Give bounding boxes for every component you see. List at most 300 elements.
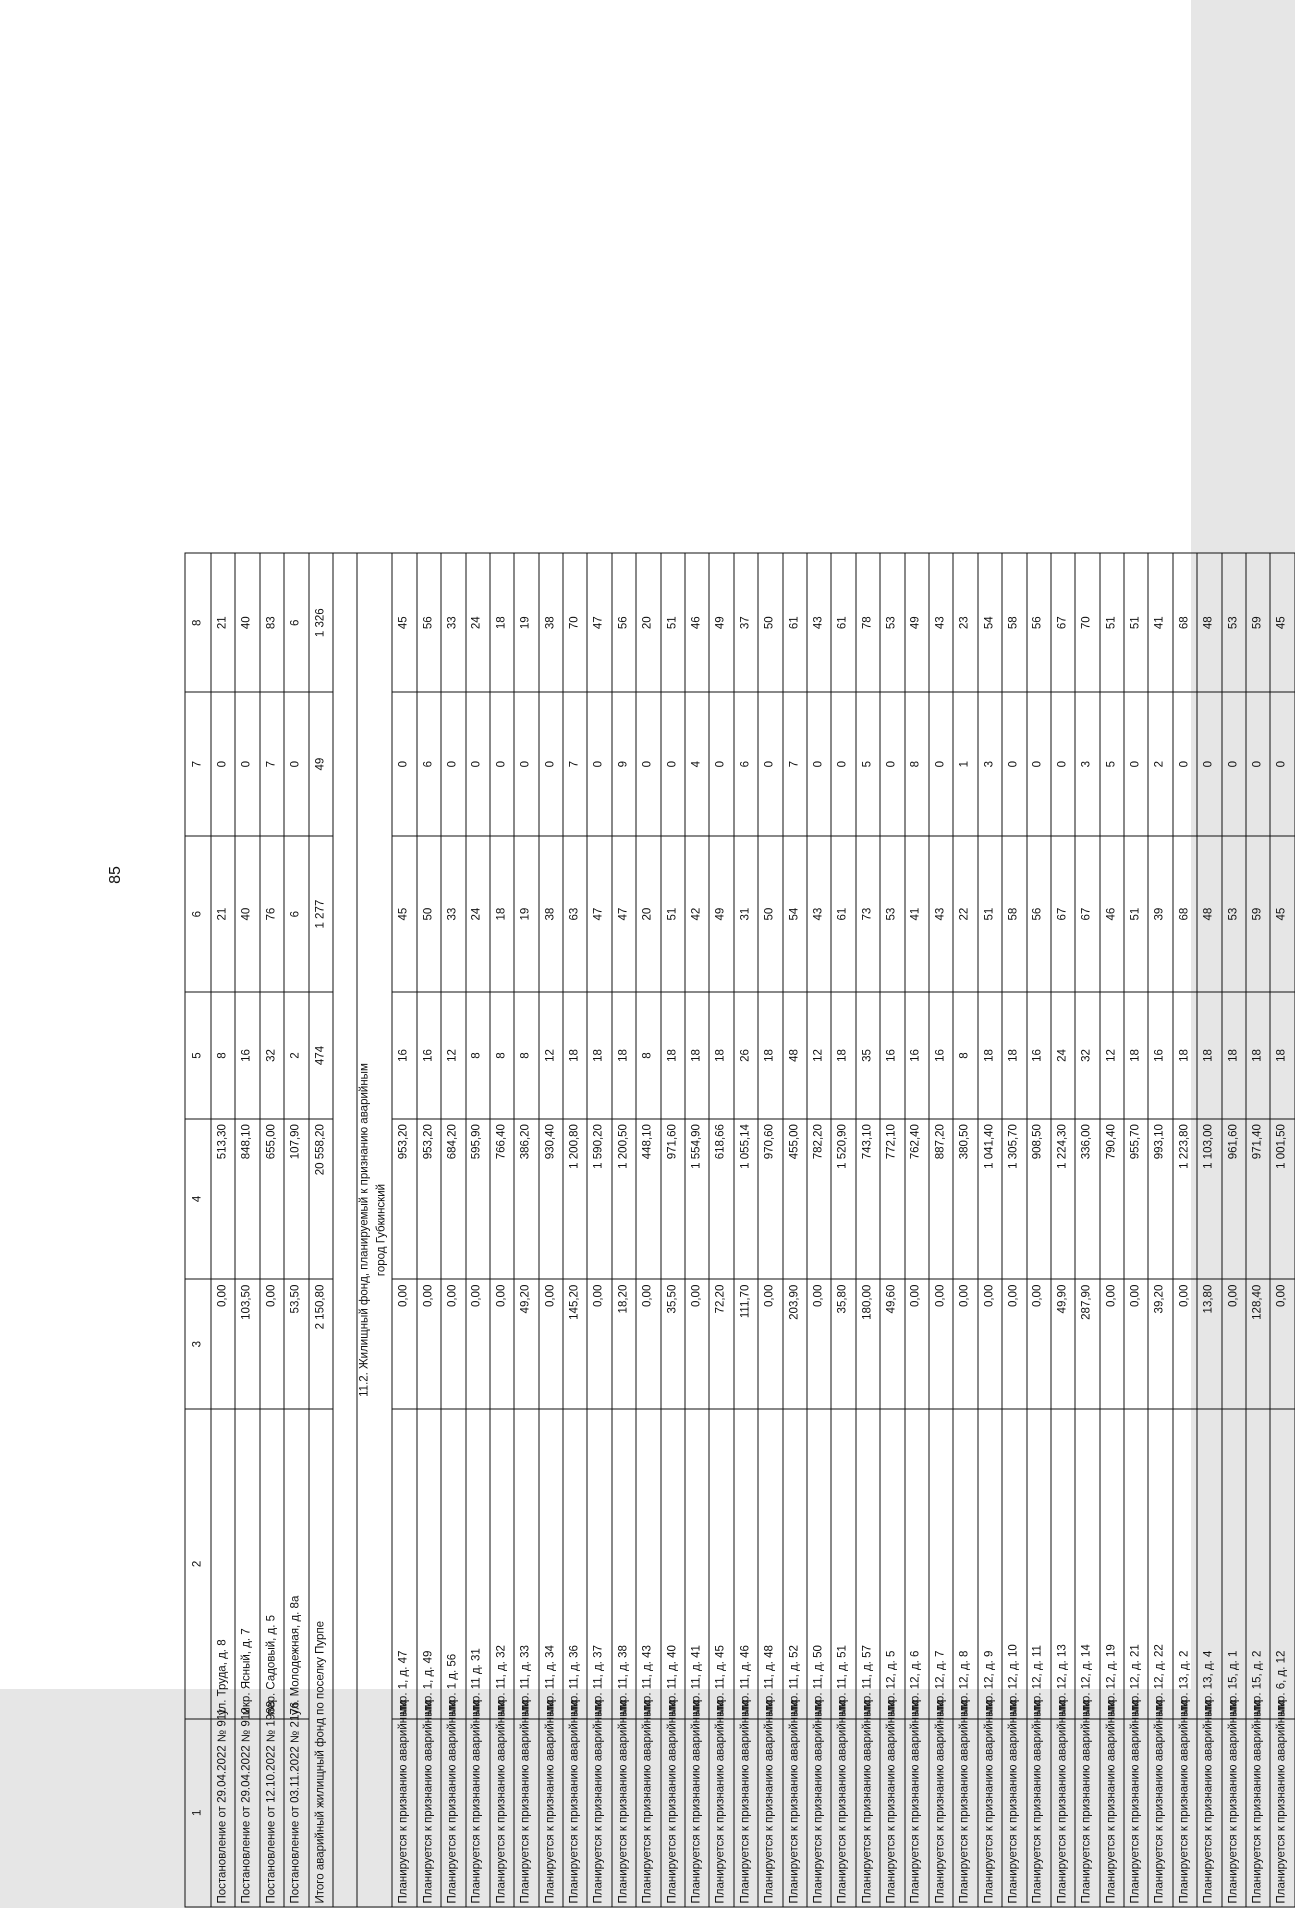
basis-cell: Планируется к признанию аварийным bbox=[928, 1719, 952, 1907]
value-cell: 8 bbox=[465, 992, 489, 1118]
value-cell: 766,40 bbox=[489, 1119, 513, 1280]
value-cell: 45 bbox=[392, 836, 416, 993]
value-cell: 35,80 bbox=[831, 1279, 855, 1409]
value-cell: 1 224,30 bbox=[1050, 1119, 1074, 1280]
value-cell: 0 bbox=[758, 692, 782, 835]
value-cell: 782,20 bbox=[806, 1119, 830, 1280]
basis-cell: Планируется к признанию аварийным bbox=[733, 1719, 757, 1907]
basis-cell: Планируется к признанию аварийным bbox=[1172, 1719, 1196, 1907]
value-cell: 0 bbox=[831, 692, 855, 835]
total-label: Итого аварийный жилищный фонд по поселку Пурпе bbox=[308, 1409, 332, 1907]
basis-cell: Постановление от 29.04.2022 № 912 bbox=[235, 1719, 259, 1907]
value-cell: 26 bbox=[733, 992, 757, 1118]
value-cell: 0 bbox=[392, 692, 416, 835]
value-cell: 70 bbox=[1075, 553, 1099, 692]
value-cell: 43 bbox=[928, 836, 952, 993]
address-cell: ул. Молодежная, д. 8а bbox=[284, 1409, 308, 1718]
value-cell: 12 bbox=[1099, 992, 1123, 1118]
value-cell: 78 bbox=[855, 553, 879, 692]
value-cell: 56 bbox=[416, 553, 440, 692]
basis-cell: Планируется к признанию аварийным bbox=[977, 1719, 1001, 1907]
address-cell: мкр. 13, д. 2 bbox=[1172, 1409, 1196, 1718]
value-cell: 59 bbox=[1246, 836, 1270, 993]
value-cell: 1 bbox=[953, 692, 977, 835]
value-cell: 743,10 bbox=[855, 1119, 879, 1280]
value-cell: 0 bbox=[1270, 692, 1294, 835]
value-cell: 18 bbox=[660, 992, 684, 1118]
value-cell: 887,20 bbox=[928, 1119, 952, 1280]
value-cell: 83 bbox=[259, 553, 283, 692]
value-cell: 0,00 bbox=[1172, 1279, 1196, 1409]
value-cell: 8 bbox=[211, 992, 235, 1118]
value-cell: 6 bbox=[284, 553, 308, 692]
value-cell: 2 bbox=[1148, 692, 1172, 835]
value-cell: 0,00 bbox=[928, 1279, 952, 1409]
value-cell: 513,30 bbox=[211, 1119, 235, 1280]
basis-cell: Постановление от 12.10.2022 № 1988 bbox=[259, 1719, 283, 1907]
address-cell: мкр. 1, д. 49 bbox=[416, 1409, 440, 1718]
value-cell: 0 bbox=[1002, 692, 1026, 835]
value-cell: 1 103,00 bbox=[1197, 1119, 1221, 1280]
value-cell: 18 bbox=[489, 553, 513, 692]
value-cell: 37 bbox=[733, 553, 757, 692]
value-cell: 67 bbox=[1050, 553, 1074, 692]
value-cell: 0,00 bbox=[416, 1279, 440, 1409]
value-cell: 56 bbox=[1026, 553, 1050, 692]
basis-cell: Планируется к признанию аварийным bbox=[1197, 1719, 1221, 1907]
value-cell: 1 041,40 bbox=[977, 1119, 1001, 1280]
header-row bbox=[185, 553, 211, 1907]
address-cell: мкр. 15, д. 1 bbox=[1221, 1409, 1245, 1718]
page-number: 85 bbox=[107, 866, 124, 884]
value-cell: 908,50 bbox=[1026, 1119, 1050, 1280]
address-cell: мкр. 11, д. 46 bbox=[733, 1409, 757, 1718]
value-cell: 0,00 bbox=[1026, 1279, 1050, 1409]
address-cell: мкр. 11, д. 50 bbox=[806, 1409, 830, 1718]
total-value: 1 277 bbox=[308, 836, 332, 993]
basis-cell: Планируется к признанию аварийным bbox=[1002, 1719, 1026, 1907]
blank-row bbox=[332, 553, 356, 1907]
value-cell: 50 bbox=[758, 836, 782, 993]
value-cell: 6 bbox=[284, 836, 308, 993]
value-cell: 49 bbox=[709, 553, 733, 692]
basis-cell: Планируется к признанию аварийным bbox=[953, 1719, 977, 1907]
address-cell: мкр. 11, д. 40 bbox=[660, 1409, 684, 1718]
total-value: 1 326 bbox=[308, 553, 332, 692]
column-header: 3 bbox=[185, 1279, 211, 1409]
value-cell: 7 bbox=[259, 692, 283, 835]
value-cell: 53 bbox=[880, 553, 904, 692]
value-cell: 0 bbox=[1246, 692, 1270, 835]
value-cell: 0 bbox=[928, 692, 952, 835]
column-header: 7 bbox=[185, 692, 211, 835]
table-row bbox=[1026, 553, 1050, 1907]
table-row bbox=[928, 553, 952, 1907]
address-cell: мкр. 11, д. 52 bbox=[782, 1409, 806, 1718]
table-row bbox=[489, 553, 513, 1907]
table-row bbox=[782, 553, 806, 1907]
value-cell: 58 bbox=[1002, 836, 1026, 993]
value-cell: 51 bbox=[1124, 553, 1148, 692]
basis-cell: Планируется к признанию аварийным bbox=[392, 1719, 416, 1907]
value-cell: 12 bbox=[441, 992, 465, 1118]
value-cell: 18 bbox=[1172, 992, 1196, 1118]
table-row bbox=[758, 553, 782, 1907]
value-cell: 684,20 bbox=[441, 1119, 465, 1280]
value-cell: 0,00 bbox=[806, 1279, 830, 1409]
value-cell: 47 bbox=[587, 553, 611, 692]
value-cell: 0,00 bbox=[259, 1279, 283, 1409]
value-cell: 5 bbox=[1099, 692, 1123, 835]
address-cell: мкр. 1 д. 56 bbox=[441, 1409, 465, 1718]
value-cell: 128,40 bbox=[1246, 1279, 1270, 1409]
table-row bbox=[685, 553, 709, 1907]
value-cell: 18 bbox=[977, 992, 1001, 1118]
value-cell: 45 bbox=[1270, 553, 1294, 692]
basis-cell: Постановление от 03.11.2022 № 2176 bbox=[284, 1719, 308, 1907]
basis-cell: Планируется к признанию аварийным bbox=[514, 1719, 538, 1907]
total-value: 49 bbox=[308, 692, 332, 835]
table-row bbox=[416, 553, 440, 1907]
address-cell: мкр. 12, д. 9 bbox=[977, 1409, 1001, 1718]
value-cell: 16 bbox=[392, 992, 416, 1118]
value-cell: 43 bbox=[806, 553, 830, 692]
value-cell: 762,40 bbox=[904, 1119, 928, 1280]
basis-cell: Планируется к признанию аварийным bbox=[1270, 1719, 1294, 1907]
value-cell: 12 bbox=[806, 992, 830, 1118]
value-cell: 0 bbox=[1026, 692, 1050, 835]
value-cell: 0 bbox=[660, 692, 684, 835]
value-cell: 0,00 bbox=[636, 1279, 660, 1409]
value-cell: 0 bbox=[1124, 692, 1148, 835]
table-row bbox=[806, 553, 830, 1907]
address-cell: мкр. 6, д. 12 bbox=[1270, 1409, 1294, 1718]
value-cell: 73 bbox=[855, 836, 879, 993]
table-row bbox=[880, 553, 904, 1907]
value-cell: 50 bbox=[758, 553, 782, 692]
value-cell: 0 bbox=[284, 692, 308, 835]
value-cell: 32 bbox=[259, 992, 283, 1118]
value-cell: 13,80 bbox=[1197, 1279, 1221, 1409]
value-cell: 48 bbox=[1197, 553, 1221, 692]
value-cell: 16 bbox=[1026, 992, 1050, 1118]
value-cell: 39,20 bbox=[1148, 1279, 1172, 1409]
value-cell: 0 bbox=[441, 692, 465, 835]
table-row bbox=[1075, 553, 1099, 1907]
table-row bbox=[709, 553, 733, 1907]
value-cell: 42 bbox=[685, 836, 709, 993]
table-row bbox=[953, 553, 977, 1907]
value-cell: 848,10 bbox=[235, 1119, 259, 1280]
address-cell: мкр. 11, д. 32 bbox=[489, 1409, 513, 1718]
basis-cell: Планируется к признанию аварийным bbox=[660, 1719, 684, 1907]
value-cell: 18 bbox=[611, 992, 635, 1118]
basis-cell: Планируется к признанию аварийным bbox=[1050, 1719, 1074, 1907]
address-cell: мкр. 12, д. 6 bbox=[904, 1409, 928, 1718]
value-cell: 46 bbox=[685, 553, 709, 692]
basis-cell: Планируется к признанию аварийным bbox=[685, 1719, 709, 1907]
value-cell: 930,40 bbox=[538, 1119, 562, 1280]
value-cell: 51 bbox=[1099, 553, 1123, 692]
value-cell: 72,20 bbox=[709, 1279, 733, 1409]
address-cell: мкр. 12, д. 22 bbox=[1148, 1409, 1172, 1718]
value-cell: 53 bbox=[1221, 553, 1245, 692]
column-header: 6 bbox=[185, 836, 211, 993]
basis-cell: Планируется к признанию аварийным bbox=[489, 1719, 513, 1907]
table-row bbox=[831, 553, 855, 1907]
table-row bbox=[855, 553, 879, 1907]
column-header: 8 bbox=[185, 553, 211, 692]
value-cell: 0,00 bbox=[1124, 1279, 1148, 1409]
value-cell: 0,00 bbox=[441, 1279, 465, 1409]
table-row bbox=[1148, 553, 1172, 1907]
address-cell: мкр. 11 д. 31 bbox=[465, 1409, 489, 1718]
value-cell: 970,60 bbox=[758, 1119, 782, 1280]
value-cell: 54 bbox=[977, 553, 1001, 692]
blank-cell bbox=[332, 553, 356, 1907]
value-cell: 0 bbox=[514, 692, 538, 835]
basis-cell: Планируется к признанию аварийным bbox=[806, 1719, 830, 1907]
value-cell: 20 bbox=[636, 553, 660, 692]
value-cell: 0 bbox=[211, 692, 235, 835]
value-cell: 18 bbox=[1246, 992, 1270, 1118]
table-row bbox=[392, 553, 416, 1907]
value-cell: 0 bbox=[1050, 692, 1074, 835]
basis-cell: Планируется к признанию аварийным bbox=[1026, 1719, 1050, 1907]
value-cell: 49,90 bbox=[1050, 1279, 1074, 1409]
address-cell: мкр. 11, д. 43 bbox=[636, 1409, 660, 1718]
value-cell: 1 055,14 bbox=[733, 1119, 757, 1280]
value-cell: 39 bbox=[1148, 836, 1172, 993]
value-cell: 103,50 bbox=[235, 1279, 259, 1409]
value-cell: 961,60 bbox=[1221, 1119, 1245, 1280]
basis-cell: Планируется к признанию аварийным bbox=[1099, 1719, 1123, 1907]
value-cell: 12 bbox=[538, 992, 562, 1118]
value-cell: 48 bbox=[782, 992, 806, 1118]
address-cell: пер. Садовый, д. 5 bbox=[259, 1409, 283, 1718]
value-cell: 19 bbox=[514, 836, 538, 993]
value-cell: 40 bbox=[235, 553, 259, 692]
value-cell: 203,90 bbox=[782, 1279, 806, 1409]
address-cell: мкр. 11, д. 37 bbox=[587, 1409, 611, 1718]
value-cell: 655,00 bbox=[259, 1119, 283, 1280]
value-cell: 48 bbox=[1197, 836, 1221, 993]
value-cell: 953,20 bbox=[416, 1119, 440, 1280]
value-cell: 18 bbox=[1124, 992, 1148, 1118]
value-cell: 180,00 bbox=[855, 1279, 879, 1409]
value-cell: 51 bbox=[977, 836, 1001, 993]
value-cell: 0,00 bbox=[1270, 1279, 1294, 1409]
value-cell: 49,20 bbox=[514, 1279, 538, 1409]
table-row bbox=[1124, 553, 1148, 1907]
value-cell: 8 bbox=[489, 992, 513, 1118]
value-cell: 448,10 bbox=[636, 1119, 660, 1280]
value-cell: 145,20 bbox=[563, 1279, 587, 1409]
value-cell: 0,00 bbox=[685, 1279, 709, 1409]
value-cell: 380,50 bbox=[953, 1119, 977, 1280]
value-cell: 1 200,50 bbox=[611, 1119, 635, 1280]
value-cell: 61 bbox=[831, 836, 855, 993]
value-cell: 45 bbox=[392, 553, 416, 692]
section-title: 11.2. Жилищный фонд, планируемый к признанию аварийным bbox=[357, 553, 372, 1907]
value-cell: 1 223,80 bbox=[1172, 1119, 1196, 1280]
value-cell: 18 bbox=[709, 992, 733, 1118]
value-cell: 8 bbox=[953, 992, 977, 1118]
address-cell: мкр. 12, д. 7 bbox=[928, 1409, 952, 1718]
value-cell: 56 bbox=[611, 553, 635, 692]
value-cell: 59 bbox=[1246, 553, 1270, 692]
table-row bbox=[1002, 553, 1026, 1907]
address-cell: мкр. Ясный, д. 7 bbox=[235, 1409, 259, 1718]
value-cell: 7 bbox=[563, 692, 587, 835]
value-cell: 5 bbox=[855, 692, 879, 835]
value-cell: 0 bbox=[1221, 692, 1245, 835]
table-row bbox=[587, 553, 611, 1907]
basis-cell: Планируется к признанию аварийным bbox=[904, 1719, 928, 1907]
value-cell: 56 bbox=[1026, 836, 1050, 993]
value-cell: 3 bbox=[977, 692, 1001, 835]
value-cell: 41 bbox=[904, 836, 928, 993]
city-row bbox=[371, 553, 392, 1907]
value-cell: 32 bbox=[1075, 992, 1099, 1118]
value-cell: 46 bbox=[1099, 836, 1123, 993]
city-title: город Губкинский bbox=[371, 553, 392, 1907]
value-cell: 19 bbox=[514, 553, 538, 692]
value-cell: 53 bbox=[1221, 836, 1245, 993]
value-cell: 18,20 bbox=[611, 1279, 635, 1409]
table-row bbox=[1270, 553, 1294, 1907]
value-cell: 68 bbox=[1172, 553, 1196, 692]
table-row bbox=[904, 553, 928, 1907]
value-cell: 4 bbox=[685, 692, 709, 835]
basis-cell: Планируется к признанию аварийным bbox=[880, 1719, 904, 1907]
value-cell: 111,70 bbox=[733, 1279, 757, 1409]
basis-cell: Планируется к признанию аварийным bbox=[538, 1719, 562, 1907]
value-cell: 386,20 bbox=[514, 1119, 538, 1280]
value-cell: 18 bbox=[685, 992, 709, 1118]
value-cell: 67 bbox=[1075, 836, 1099, 993]
value-cell: 16 bbox=[904, 992, 928, 1118]
value-cell: 0 bbox=[1172, 692, 1196, 835]
value-cell: 1 520,90 bbox=[831, 1119, 855, 1280]
table-row bbox=[611, 553, 635, 1907]
table-row bbox=[1197, 553, 1221, 1907]
value-cell: 61 bbox=[782, 553, 806, 692]
value-cell: 47 bbox=[587, 836, 611, 993]
table-row bbox=[1221, 553, 1245, 1907]
basis-cell: Планируется к признанию аварийным bbox=[1124, 1719, 1148, 1907]
basis-cell: Планируется к признанию аварийным bbox=[1075, 1719, 1099, 1907]
value-cell: 0,00 bbox=[538, 1279, 562, 1409]
table-row bbox=[514, 553, 538, 1907]
table-row bbox=[538, 553, 562, 1907]
value-cell: 618,66 bbox=[709, 1119, 733, 1280]
value-cell: 67 bbox=[1050, 836, 1074, 993]
address-cell: мкр. 12, д. 21 bbox=[1124, 1409, 1148, 1718]
address-cell: мкр. 11, д. 33 bbox=[514, 1409, 538, 1718]
table-row bbox=[1050, 553, 1074, 1907]
value-cell: 49,60 bbox=[880, 1279, 904, 1409]
total-value: 20 558,20 bbox=[308, 1119, 332, 1280]
value-cell: 49 bbox=[709, 836, 733, 993]
value-cell: 9 bbox=[611, 692, 635, 835]
table-row bbox=[284, 553, 308, 1907]
column-header: 4 bbox=[185, 1119, 211, 1280]
value-cell: 18 bbox=[489, 836, 513, 993]
basis-cell: Планируется к признанию аварийным bbox=[1148, 1719, 1172, 1907]
basis-cell: Планируется к признанию аварийным bbox=[636, 1719, 660, 1907]
value-cell: 0 bbox=[1197, 692, 1221, 835]
value-cell: 0 bbox=[709, 692, 733, 835]
value-cell: 45 bbox=[1270, 836, 1294, 993]
value-cell: 31 bbox=[733, 836, 757, 993]
value-cell: 63 bbox=[563, 836, 587, 993]
value-cell: 61 bbox=[831, 553, 855, 692]
address-cell: мкр. 1, д. 47 bbox=[392, 1409, 416, 1718]
basis-cell: Планируется к признанию аварийным bbox=[465, 1719, 489, 1907]
value-cell: 18 bbox=[587, 992, 611, 1118]
value-cell: 24 bbox=[465, 836, 489, 993]
basis-cell: Планируется к признанию аварийным bbox=[1221, 1719, 1245, 1907]
basis-cell: Планируется к признанию аварийным bbox=[416, 1719, 440, 1907]
value-cell: 0,00 bbox=[1221, 1279, 1245, 1409]
value-cell: 16 bbox=[1148, 992, 1172, 1118]
value-cell: 68 bbox=[1172, 836, 1196, 993]
value-cell: 24 bbox=[1050, 992, 1074, 1118]
address-cell: мкр. 11, д. 34 bbox=[538, 1409, 562, 1718]
value-cell: 18 bbox=[1221, 992, 1245, 1118]
value-cell: 51 bbox=[660, 836, 684, 993]
address-cell: мкр. 12, д. 14 bbox=[1075, 1409, 1099, 1718]
value-cell: 47 bbox=[611, 836, 635, 993]
value-cell: 971,40 bbox=[1246, 1119, 1270, 1280]
value-cell: 18 bbox=[758, 992, 782, 1118]
address-cell: ул. Труда, д. 8 bbox=[211, 1409, 235, 1718]
value-cell: 0 bbox=[806, 692, 830, 835]
basis-cell: Постановление от 29.04.2022 № 911 bbox=[211, 1719, 235, 1907]
table-row bbox=[1099, 553, 1123, 1907]
basis-cell: Планируется к признанию аварийным bbox=[611, 1719, 635, 1907]
value-cell: 38 bbox=[538, 553, 562, 692]
value-cell: 22 bbox=[953, 836, 977, 993]
value-cell: 35 bbox=[855, 992, 879, 1118]
section-row bbox=[357, 553, 372, 1907]
value-cell: 35,50 bbox=[660, 1279, 684, 1409]
value-cell: 53 bbox=[880, 836, 904, 993]
value-cell: 76 bbox=[259, 836, 283, 993]
value-cell: 2 bbox=[284, 992, 308, 1118]
value-cell: 54 bbox=[782, 836, 806, 993]
value-cell: 43 bbox=[806, 836, 830, 993]
value-cell: 0,00 bbox=[953, 1279, 977, 1409]
value-cell: 287,90 bbox=[1075, 1279, 1099, 1409]
table-row bbox=[1172, 553, 1196, 1907]
value-cell: 0 bbox=[465, 692, 489, 835]
address-cell: мкр. 11, д. 36 bbox=[563, 1409, 587, 1718]
value-cell: 953,20 bbox=[392, 1119, 416, 1280]
value-cell: 53,50 bbox=[284, 1279, 308, 1409]
value-cell: 0,00 bbox=[1002, 1279, 1026, 1409]
column-header: 5 bbox=[185, 992, 211, 1118]
value-cell: 23 bbox=[953, 553, 977, 692]
address-cell: мкр. 12, д. 5 bbox=[880, 1409, 904, 1718]
basis-cell: Планируется к признанию аварийным bbox=[855, 1719, 879, 1907]
value-cell: 51 bbox=[660, 553, 684, 692]
value-cell: 1 590,20 bbox=[587, 1119, 611, 1280]
address-cell: мкр. 11, д. 38 bbox=[611, 1409, 635, 1718]
value-cell: 1 554,90 bbox=[685, 1119, 709, 1280]
value-cell: 18 bbox=[563, 992, 587, 1118]
